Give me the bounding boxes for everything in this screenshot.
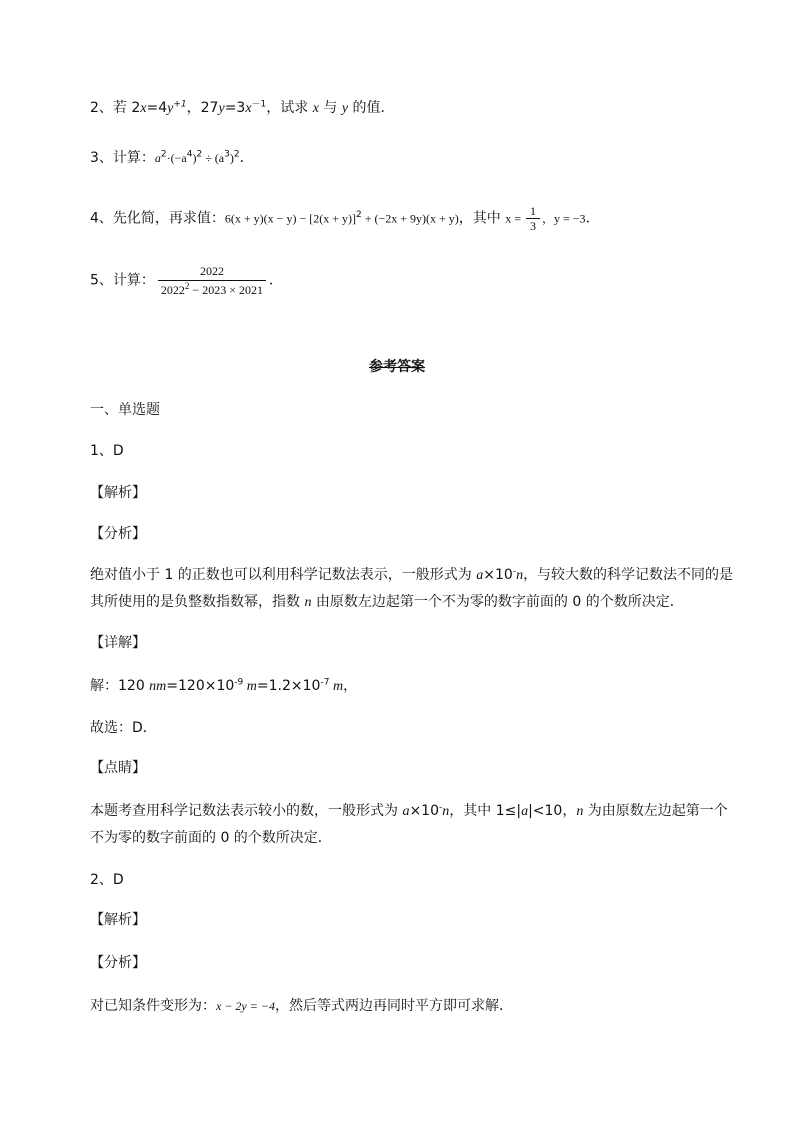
math-expr: ，y = −3: [542, 211, 586, 226]
math-expr: ÷ (a: [202, 151, 225, 165]
var: y: [218, 101, 225, 116]
math-expr: x − 2y = −4: [216, 999, 275, 1013]
answer-2-analysis: [90, 996, 513, 1016]
exponent: -: [439, 802, 443, 813]
question-2: [90, 98, 395, 119]
answers-title-text: 参考答案: [369, 359, 425, 375]
para-text: ，其中 1≤|: [449, 803, 522, 819]
math-expr: − 2023 × 2021: [189, 283, 263, 297]
var: x: [140, 101, 147, 116]
answer-1-analysis: [90, 562, 740, 616]
math-expr: a: [154, 151, 161, 165]
question-number: 3、: [90, 150, 113, 166]
var: y: [167, 101, 174, 116]
jiexi-label: 【解析】: [90, 485, 146, 501]
exponent: -9: [234, 677, 244, 688]
math-expr: ): [229, 151, 234, 165]
q-text: ，其中: [458, 210, 506, 227]
q-text: 计算：: [112, 150, 155, 166]
math-expr: ): [192, 151, 197, 165]
fraction-denominator: 3: [526, 218, 540, 233]
para-text: ，然后等式两边再同时平方即可求解．: [274, 998, 513, 1014]
fenxi-label: 【分析】: [90, 526, 146, 542]
dianjing-label: 【点睛】: [90, 760, 146, 776]
q-text: 与: [318, 100, 342, 116]
para-text: 绝对值小于 1 的正数也可以利用科学记数法表示，一般形式为: [90, 567, 477, 583]
question-number: 5、: [90, 272, 113, 289]
unit: m: [243, 679, 257, 694]
exponent: 2: [196, 149, 203, 160]
var: n: [442, 804, 450, 819]
answer-1-choice: 故选：D．: [90, 720, 157, 736]
var: x: [312, 101, 319, 116]
answer-1-number: 1、D: [90, 443, 124, 459]
para-text: |<10，: [528, 803, 577, 819]
para-text: 本题考查用科学记数法表示较小的数，一般形式为: [90, 803, 403, 819]
sol-text: 解：120: [90, 678, 150, 694]
para-text: ×10: [409, 803, 439, 819]
var: n: [304, 595, 312, 610]
exponent: 2: [355, 209, 362, 220]
var: n: [576, 804, 584, 819]
jiexi-label: 【解析】: [90, 912, 146, 928]
question-number: 2、: [90, 100, 113, 116]
exponent: +1: [173, 99, 187, 110]
math-expr: [2(x + y)]: [309, 211, 356, 226]
q-text: ．: [268, 272, 283, 289]
section-heading: 一、单选题: [90, 402, 160, 418]
xiangjie-label: 【详解】: [90, 635, 146, 651]
question-number: 4、: [90, 210, 113, 227]
answer-2-number: 2、D: [90, 872, 124, 888]
sol-text: =1.2×10: [256, 678, 321, 694]
math-expr: 6(x + y)(x − y) −: [224, 211, 310, 226]
q-text: 的值．: [348, 100, 395, 116]
math-expr: ·(−a: [166, 151, 187, 165]
question-3: [90, 148, 254, 168]
q-text: 先化简，再求值：: [112, 210, 225, 227]
q-text: ．: [585, 210, 600, 227]
math-expr: + (−2x + 9y)(x + y): [361, 211, 459, 226]
q-text: 计算：: [112, 272, 155, 289]
q-text: ，27: [186, 100, 219, 116]
q-text: 若 2: [112, 100, 141, 116]
fraction-numerator: 2022: [199, 264, 224, 278]
para-text: ，与较大数的科学记数法不同的是其所使用的是负整数指数幂，指数: [90, 567, 734, 610]
fraction-numerator: 1: [530, 204, 537, 218]
fenxi-label: 【分析】: [90, 955, 146, 971]
exponent: 2: [184, 281, 190, 291]
answer-1-solution: [90, 676, 357, 697]
math-expr: x =: [505, 211, 525, 226]
fraction: [158, 262, 266, 299]
q-text: =4: [146, 100, 168, 116]
sol-text: =120×10: [166, 678, 235, 694]
var: n: [516, 568, 524, 583]
exponent: -: [512, 566, 517, 577]
unit: m: [329, 679, 344, 694]
var: a: [476, 568, 484, 583]
exponent: 3: [224, 149, 230, 160]
exponent: －1: [251, 99, 267, 110]
exponent: -7: [320, 677, 330, 688]
exponent: 2: [233, 149, 240, 160]
var: a: [521, 804, 529, 819]
para-text: ×10: [483, 567, 513, 583]
var: y: [341, 101, 349, 116]
sol-text: ，: [343, 678, 358, 694]
unit: nm: [149, 679, 167, 694]
q-text: =3: [224, 100, 246, 116]
question-4: [90, 204, 600, 233]
var: a: [402, 804, 410, 819]
fraction-denominator: [158, 280, 266, 299]
answer-1-remark: [90, 798, 740, 852]
para-text: 由原数左边起第一个不为零的数字前面的 0 的个数所决定．: [311, 594, 684, 610]
var: x: [245, 101, 252, 116]
q-text: ，试求: [266, 100, 313, 116]
fraction: [526, 204, 540, 233]
para-text: 对已知条件变形为：: [90, 998, 216, 1014]
math-expr: 2022: [160, 283, 185, 297]
para-text: 为由原数左边起第一个不为零的数字前面的 0 的个数所决定．: [90, 803, 728, 846]
q-text: ．: [239, 150, 254, 166]
exponent: 2: [160, 149, 167, 160]
answers-title: [0, 356, 794, 376]
question-5: [90, 262, 283, 299]
exponent: 4: [186, 149, 193, 160]
